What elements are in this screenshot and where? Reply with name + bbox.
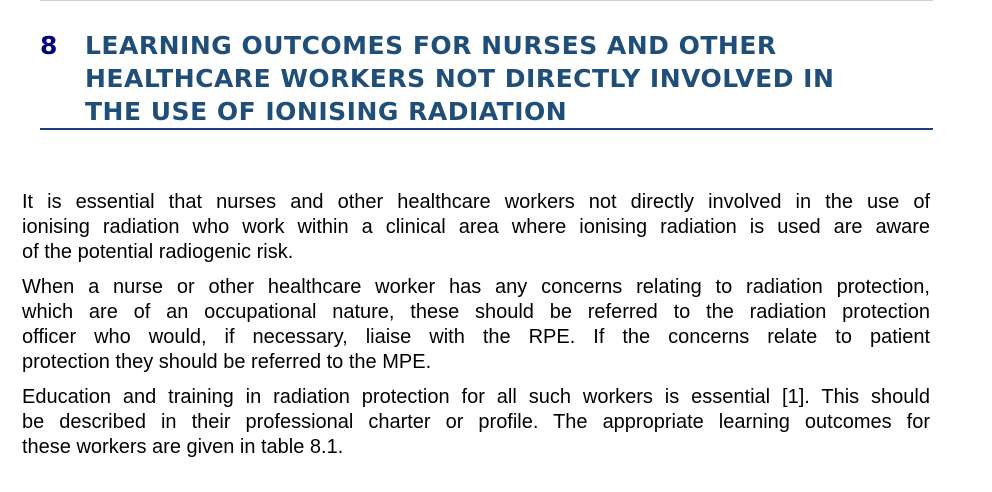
- paragraph-line: of the potential radiogenic risk.: [22, 241, 294, 263]
- paragraph-line: protection they should be referred to the MPE.: [22, 351, 432, 373]
- paragraph-risk-awareness: [22, 190, 930, 265]
- section-title: [85, 29, 933, 128]
- section-title-line: THE USE OF IONISING RADIATION: [85, 97, 568, 126]
- paragraph-line: these workers are given in table 8.1.: [22, 436, 344, 458]
- paragraph-line: It is essential that nurses and other healthcare workers not directly involved in the use of: [22, 191, 930, 213]
- section-heading: [40, 29, 933, 130]
- section-number: 8: [40, 31, 58, 60]
- paragraph-line: officer who would, if necessary, liaise with the RPE. If the concerns relate to patient: [22, 326, 930, 348]
- body-text: [22, 190, 930, 470]
- paragraph-line: which are of an occupational nature, these should be referred to the radiation protection: [22, 301, 930, 323]
- section-title-line: LEARNING OUTCOMES FOR NURSES AND OTHER: [85, 31, 777, 60]
- section-title-line: HEALTHCARE WORKERS NOT DIRECTLY INVOLVED IN: [85, 64, 835, 93]
- paragraph-line: ionising radiation who work within a clinical area where ionising radiation is used are aware: [22, 216, 930, 238]
- paragraph-concerns: [22, 275, 930, 375]
- paragraph-line: Education and training in radiation protection for all such workers is essential [1]. This should: [22, 386, 930, 408]
- top-rule: [40, 0, 933, 1]
- paragraph-line: be described in their professional charter or profile. The appropriate learning outcomes for: [22, 411, 930, 433]
- paragraph-education: [22, 385, 930, 460]
- paragraph-line: When a nurse or other healthcare worker has any concerns relating to radiation protection,: [22, 276, 930, 298]
